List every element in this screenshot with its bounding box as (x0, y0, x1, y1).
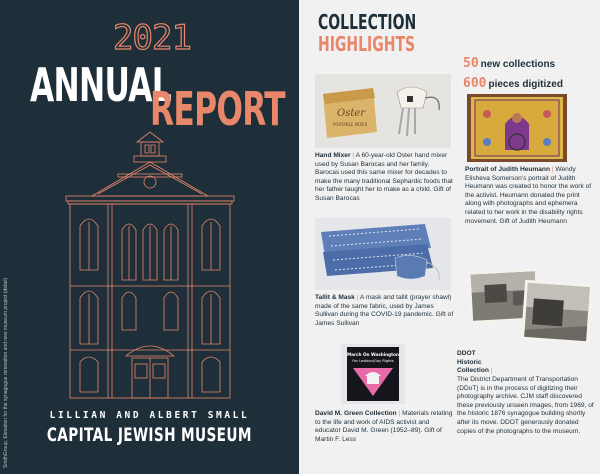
hand-mixer-photo (315, 74, 451, 148)
caption-ddot-title: DDOT Historic Collection | (457, 350, 493, 375)
svg-text:For Lesbian/Gay Rights: For Lesbian/Gay Rights (352, 359, 394, 363)
highlights-title: COLLECTION HIGHLIGHTS (318, 10, 417, 56)
svg-text:Oster: Oster (337, 108, 366, 119)
title-report: REPORT (150, 82, 285, 136)
stat-new-collections: 50 new collections (463, 56, 556, 71)
caption-david-m-green: David M. Green Collection | Materials relating to the life and work of AIDS activist and educator David M. Green (1952–89). Gift of Martin F. Less (315, 410, 453, 443)
caption-tallit-and-mask: Tallit & Mask | A mask and tallit (prayer shawl) made of the same fabric, used by James Sullivan during the COVID-19 pandemic. Gift of James Sullivan (315, 294, 454, 327)
report-year: 2021 (113, 18, 191, 58)
title-annual: ANNUAL (30, 58, 172, 112)
museum-name-small: LILLIAN AND ALBERT SMALL (49, 410, 250, 421)
side-credit: SmithGroup, Elevation for the synagogue renovation and new museum project (detail) (3, 277, 9, 468)
ddot-historic-photos (465, 262, 595, 346)
portrait-judith-heumann-photo (467, 94, 567, 162)
caption-ddot-text: The District Department of Transportation (DDoT) is in the process of digitizing their photography archive. CJM staff discovered these previously unseen images, from 1969, of the historic 1876 synagogue building shortly after its move. DDOT generously donated copies of the photographs to the museum. (457, 376, 594, 435)
caption-hand-mixer: Hand Mixer | A 60-year-old Oster hand mixer used by Susan Barocas and her family. Barocas used this same mixer for decades to make the many traditional Sephardic foods that her father taught her to make as a child. Gift of Susan Barocas (315, 152, 453, 202)
highlights-page (299, 0, 600, 474)
svg-text:March On Washington: March On Washington (346, 352, 400, 357)
synagogue-elevation-drawing (62, 130, 238, 402)
stat-pieces-digitized: 600 pieces digitized (463, 76, 563, 91)
cover-page (0, 0, 299, 474)
tallit-and-mask-photo (315, 218, 451, 290)
david-m-green-poster-photo (341, 344, 405, 404)
caption-portrait-judith-heumann: Portrait of Judith Heumann | Wendy Elisheva Somerson's portrait of Judith Heumann was created to honor the work of the activist. Heumann donated the print along with photographs and ephemera related to her work in the disability rights movement. Gift of Judith Heumann (465, 166, 592, 225)
svg-text:PORTABLE MIXER: PORTABLE MIXER (333, 122, 368, 127)
museum-name-large: CAPITAL JEWISH MUSEUM (47, 424, 252, 446)
